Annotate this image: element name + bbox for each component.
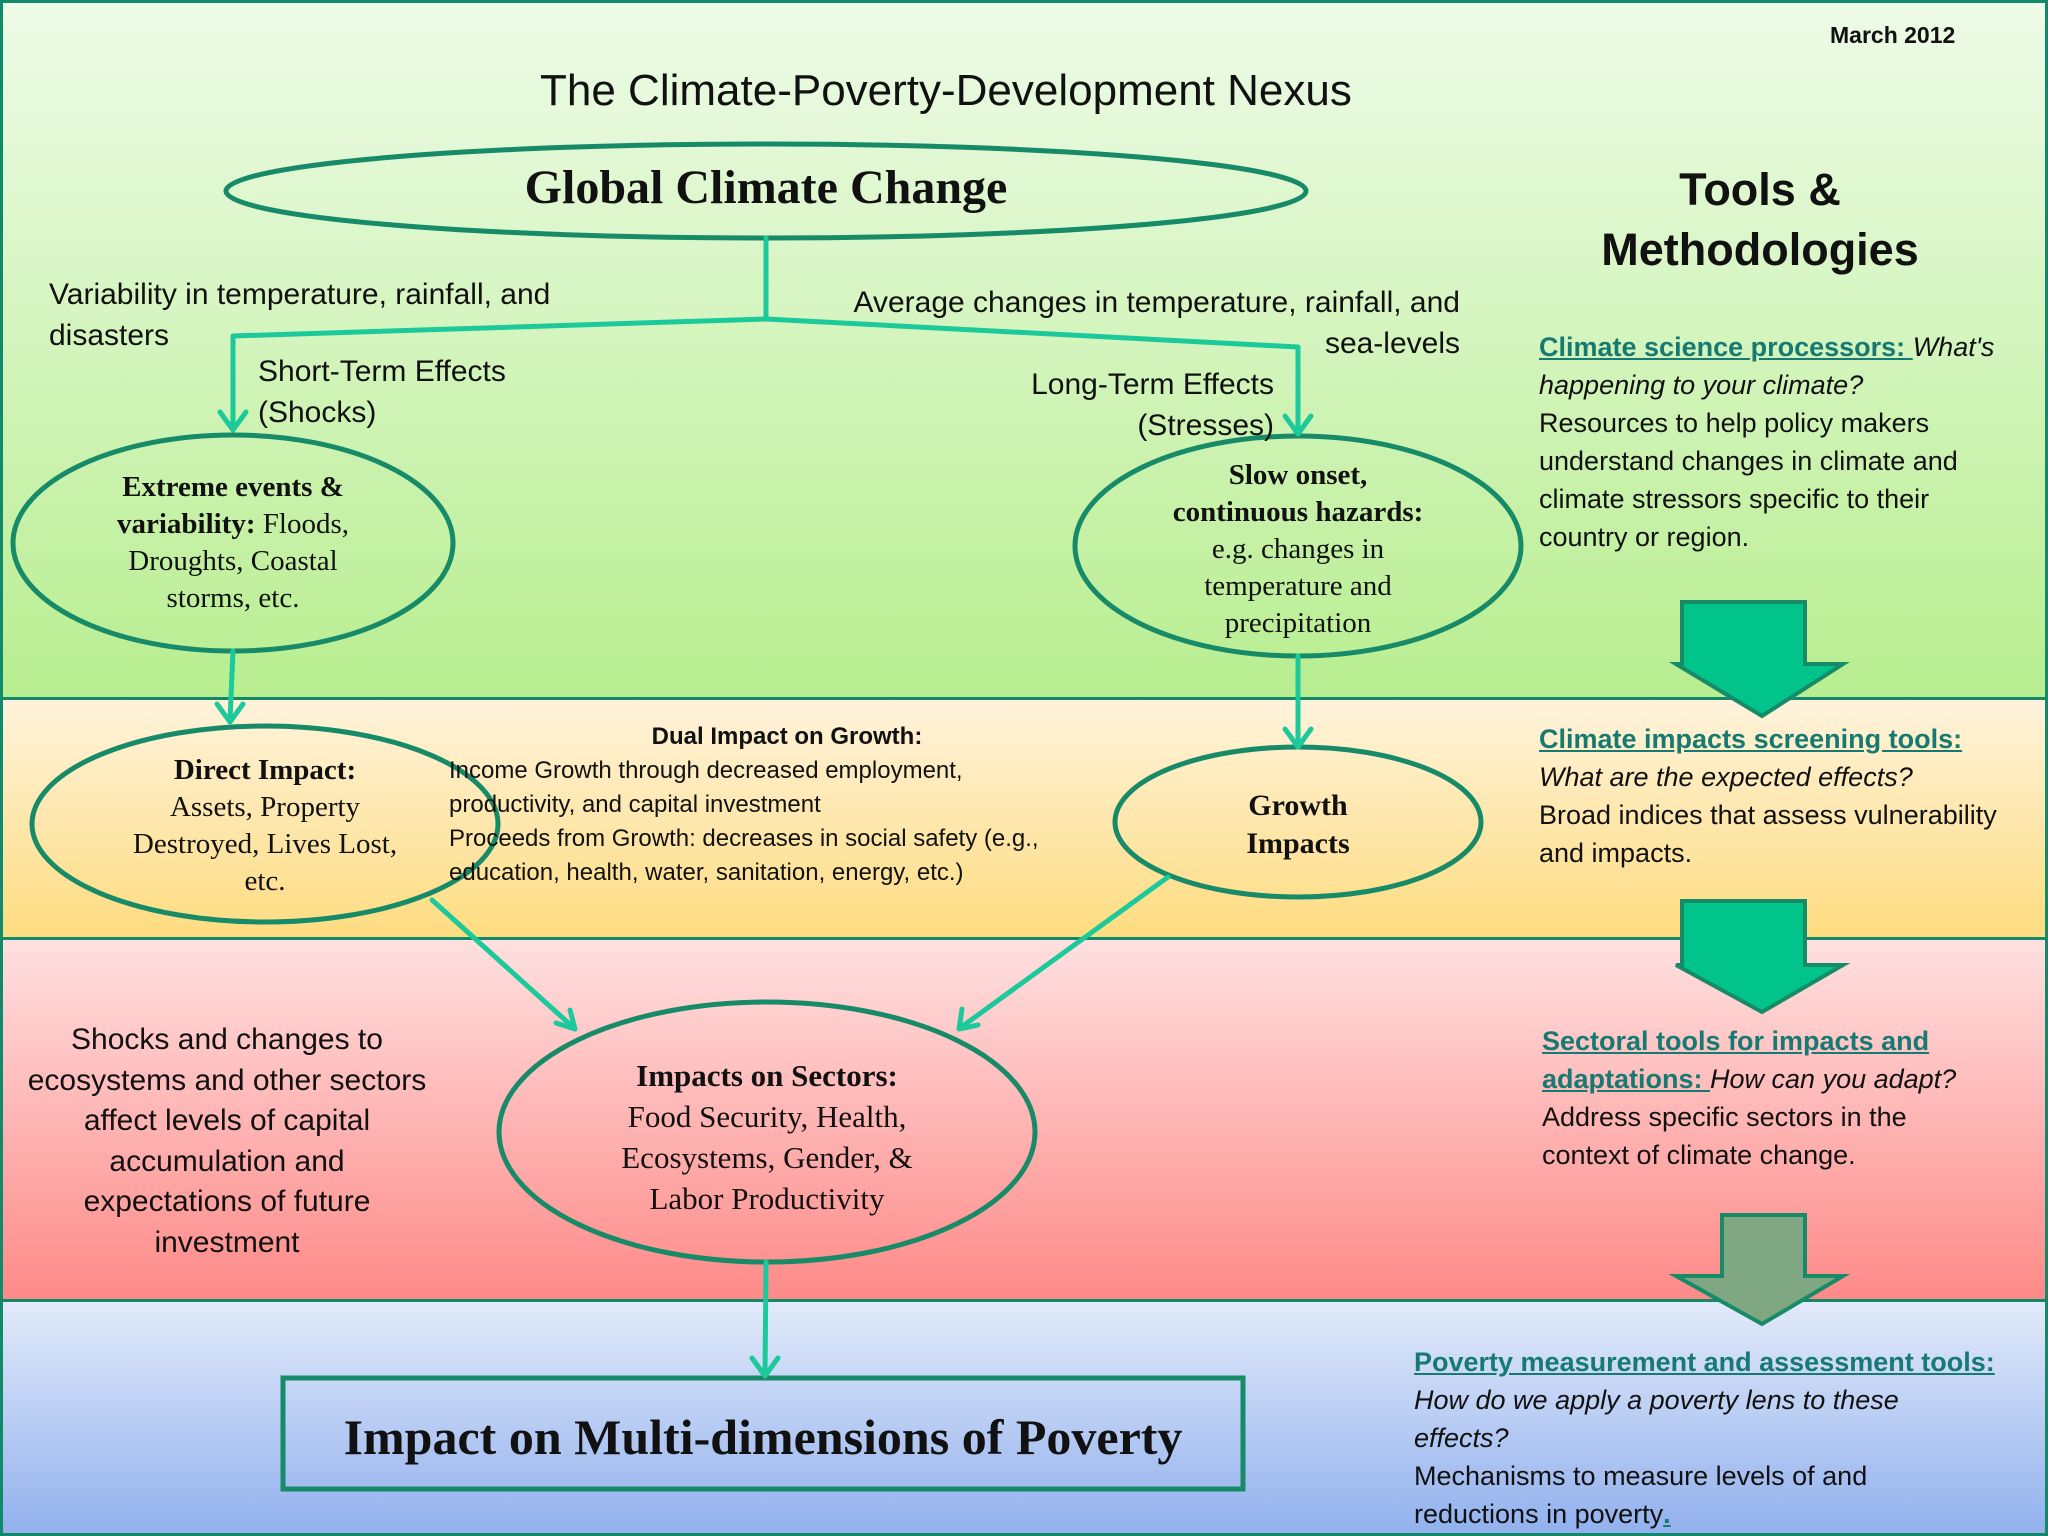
sectors-to-poverty-connector [765,1262,766,1374]
tools-heading-line-1: Tools & [1679,164,1841,215]
shocks-note: Shocks and changes to ecosystems and other sectors affect levels of capital accumulation and expectations of future investment [27,1023,427,1259]
climate-science-link[interactable]: Climate science processors: [1539,332,1913,362]
variability-label: Variability in temperature, rainfall, and disasters [49,278,551,352]
tool-impacts-screening: Climate impacts screening tools: What are the expected effects? Broad indices that assess vulnerability and impacts. [1539,724,1997,868]
growth-to-sectors-connector [960,877,1168,1028]
tool-climate-science: Climate science processors: What's happening to your climate? Resources to help policy makers understand changes in climate and climate stressors specific to their country or region. [1539,332,1995,552]
direct-to-sectors-connector [432,900,574,1028]
tools-down-arrow-1 [1676,602,1843,716]
poverty-impact-label: Impact on Multi-dimensions of Poverty [343,1409,1183,1465]
tools-heading [1560,160,1960,280]
direct-impact-node: Direct Impact: Assets, Property Destroyed, Lives Lost, etc. [132,754,398,897]
impacts-screening-link[interactable]: Climate impacts screening tools: [1539,724,1963,754]
impacts-on-sectors-node: Impacts on Sectors: Food Security, Health, Ecosystems, Gender, & Labor Productivity [621,1058,913,1216]
extreme-to-direct-connector [230,651,233,720]
date-label: March 2012 [1830,22,1956,48]
sectoral-tools-link-cont[interactable]: adaptations: [1542,1064,1711,1094]
long-term-effects-label: Long-Term Effects (Stresses) [1031,368,1274,442]
tool-poverty-measurement: Poverty measurement and assessment tools: How do we apply a poverty lens to these effects? Mechanisms to measure levels of and reductions in poverty. [1414,1347,1995,1529]
average-changes-label: Average changes in temperature, rainfall, and sea-levels [853,286,1460,360]
tools-heading-line-2: Methodologies [1601,224,1919,275]
page-title: The Climate-Poverty-Development Nexus [540,66,1352,115]
tools-down-arrow-2 [1676,901,1843,1012]
slow-onset-node: Slow onset, continuous hazards: e.g. changes in temperature and precipitation [1172,459,1424,639]
extreme-events-node: Extreme events & variability: Floods, Droughts, Coastal storms, etc. [116,471,350,614]
tools-down-arrow-3 [1676,1215,1843,1324]
short-term-effects-label: Short-Term Effects (Shocks) [258,355,506,429]
global-climate-change-label: Global Climate Change [524,161,1008,214]
sectoral-tools-link[interactable]: Sectoral tools for impacts and [1542,1026,1930,1056]
tool-sectoral: Sectoral tools for impacts and adaptations: How can you adapt? Address specific sectors in the context of climate change. [1542,1026,1957,1170]
dual-impact-text: Dual Impact on Growth: Income Growth through decreased employment, productivity, and capital investment Proceeds from Growth: decreases in social safety (e.g., education, health, water, sanitation, energy, etc.) [449,723,1039,886]
poverty-tools-link[interactable]: Poverty measurement and assessment tools: [1414,1347,1995,1377]
poverty-tools-period-link[interactable]: . [1663,1499,1671,1529]
growth-impacts-node: Growth Impacts [1246,789,1350,860]
